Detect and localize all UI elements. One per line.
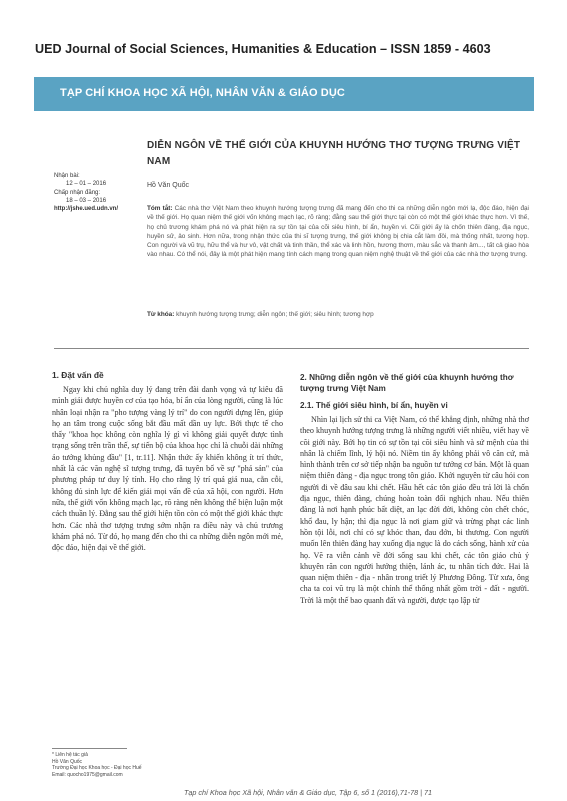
section-divider (54, 348, 529, 349)
footnote-rule (52, 748, 127, 749)
banner-text: TẠP CHÍ KHOA HỌC XÃ HỘI, NHÂN VĂN & GIÁO DỤC (60, 87, 345, 99)
article-title: DIỄN NGÔN VỀ THẾ GIỚI CỦA KHUYNH HƯỚNG THƠ TƯỢNG TRƯNG VIỆT NAM (147, 140, 521, 167)
paragraph: Ngay khi chủ nghĩa duy lý đang trên đài danh vọng và tự kiêu đã mình giải được huyền cơ của tạo hóa, bí ẩn của lòng người, cũng là lúc nhân loại nhận ra "pho tượng vàng lý trí" do con người dựng lên, giúp họ an tâm trong cuộc sống bắt đầu mất dần uy lực. Bởi thực tế cho thấy "khoa học không còn nghĩa lý gì vì không giải quyết được tình trạng sống trên trần thế, sự tiến bộ của khoa học chỉ là chuỗi dài những ảo tưởng khủng đầu" [1, tr.11]. Nhận thức ấy khiến không ít trí thức, nhất là các văn nghệ sĩ tượng trưng, đã tuyên bố về sự "phá sản" của phương pháp tư duy lý tính. Họ cho rằng lý trí quá giả nua, cằn cỗi, không đủ sinh lực để kiến giải mọi vấn đề của xã hội, con người. Hơn nữa, thế giới vốn không mạch lạc, rõ ràng nên không thể biện luận một cách thuần lý. Đằng sau thế giới hiện tồn còn có một thế giới khác thực hơn. Các nhà thơ tượng trưng sớm nhận ra điều này và chủ trương khám phá nó. Từ đó, họ mang đến cho thi ca những diễn ngôn mới mẻ, độc đáo, hiện đại về thế giới. (52, 385, 283, 553)
keywords-label: Từ khóa: (147, 311, 175, 318)
abstract (147, 204, 529, 260)
section-heading-1: 1. Đặt vấn đề (52, 370, 104, 380)
footnote (52, 752, 142, 778)
abstract-label: Tóm tắt: (147, 205, 173, 212)
page-footer: Tạp chí Khoa học Xã hội, Nhân văn & Giáo dục, Tập 6, số 1 (2016),71-78 | 71 (184, 788, 432, 797)
footnote-line: Email: quocho1975@gmail.com (52, 771, 123, 778)
accepted-label: Chấp nhận đăng: (54, 189, 101, 196)
footnote-line: Hồ Văn Quốc (52, 758, 83, 765)
journal-banner (34, 77, 534, 111)
journal-url-link[interactable]: http://jshe.ued.udn.vn/ (54, 206, 118, 213)
keywords-text: khuynh hướng tượng trưng; diễn ngôn; thế giới; siêu hình; tương hợp (174, 311, 374, 318)
section-heading-2: 2. Những diễn ngôn về thế giới của khuynh hướng thơ tượng trưng Việt Nam (300, 373, 514, 393)
received-label: Nhận bài: (54, 173, 80, 179)
footnote-line: Trường Đại học Khoa học - Đại học Huế (52, 765, 142, 772)
subsection-heading-2-1: 2.1. Thế giới siêu hình, bí ẩn, huyền vi (300, 401, 448, 410)
accepted-date: 18 – 03 – 2016 (66, 197, 107, 204)
footnote-line: * Liên hệ tác giả (52, 752, 88, 758)
article-author: Hồ Văn Quốc (147, 182, 190, 189)
received-date: 12 – 01 – 2016 (66, 181, 107, 188)
paragraph: Nhìn lại lịch sử thi ca Việt Nam, có thể khẳng định, những nhà thơ theo khuynh hướng tượng trưng là những người viết nhiều, viết hay về cõi giới này. Bởi họ tin có sự tồn tại cõi siêu hình và sứ mệnh của thi nhân là chiếm lĩnh, lý hội nó. Niềm tin ấy không phải vô căn cứ, mà hình thành trên cơ sở tiếp nhận ba nguồn tư tưởng cơ bản. Một là quan niệm thiên đàng - địa ngục trong tôn giáo. Khởi nguyên từ câu hỏi con người đi về đâu sau khi chết. Hầu hết các tôn giáo đều trả lời là chốn địa ngục, thiên đàng, chúng hoàn toàn đối nghịch nhau. Nếu thiên đàng là nơi hạnh phúc bất diệt, an lạc đời đời, không còn chết chóc, khổ đau, ly hận; thì địa ngục là nơi giam giữ và trừng phạt các linh hồn tội lỗi, nơi chỉ có sự khóc than, đau đớn, bi thương. Con người muốn lên thiên đàng hay xuống địa ngục là do cách sống, hành xử của họ. Vẽ ra viễn cảnh về đời sống sau khi chết, các tôn giáo chủ ý khuyên răn con người hướng thiện, lánh ác, tu nhân tích đức. Hai là quan niệm thiên - địa - nhân trong triết lý Phương Đông. Từ xưa, ông cha ta coi vũ trụ là một chỉnh thể thống nhất gồm trời - đất - người. Trời là một thế bao quanh đất và người, được tạo lập từ (300, 415, 529, 605)
abstract-text: Các nhà thơ Việt Nam theo khuynh hướng tượng trưng đã mang đến cho thi ca những diễn ngôn mới lạ, độc đáo, hiện đại về thế giới. Họ quan niệm thế giới vốn không mạch lạc, rõ ràng; đằng sau thế giới thực tại còn có một thế giới khác thực hơn. Vì thế, họ chủ trương khám phá nó và phát hiện ra sự tồn tại của cõi siêu hình, bí ẩn, huyền vi. Cõi giới ấy là chốn thiên đàng, địa ngục, huyền sử, ảo sinh. Hơn nữa, trong nhận thức của thi sĩ tượng trưng, thế giới không bị chia cắt làm đôi, mà thống nhất, tương hợp. Con người và vũ trụ, hữu thể và hư vô, vật chất và tinh thần, thể xác và linh hồn, hương thơm, màu sắc và thanh âm..., tất cả giao hòa vào nhau. Có thể nói, đây là một phát hiện mang tính cách mạng trong quan niệm nghệ thuật về thế giới của các nhà thơ tượng trưng. (147, 205, 529, 259)
right-column (300, 414, 529, 606)
journal-title: UED Journal of Social Sciences, Humanities & Education – ISSN 1859 - 4603 (35, 42, 491, 56)
keywords (147, 311, 529, 318)
left-column (52, 384, 283, 553)
article-meta (54, 172, 118, 213)
